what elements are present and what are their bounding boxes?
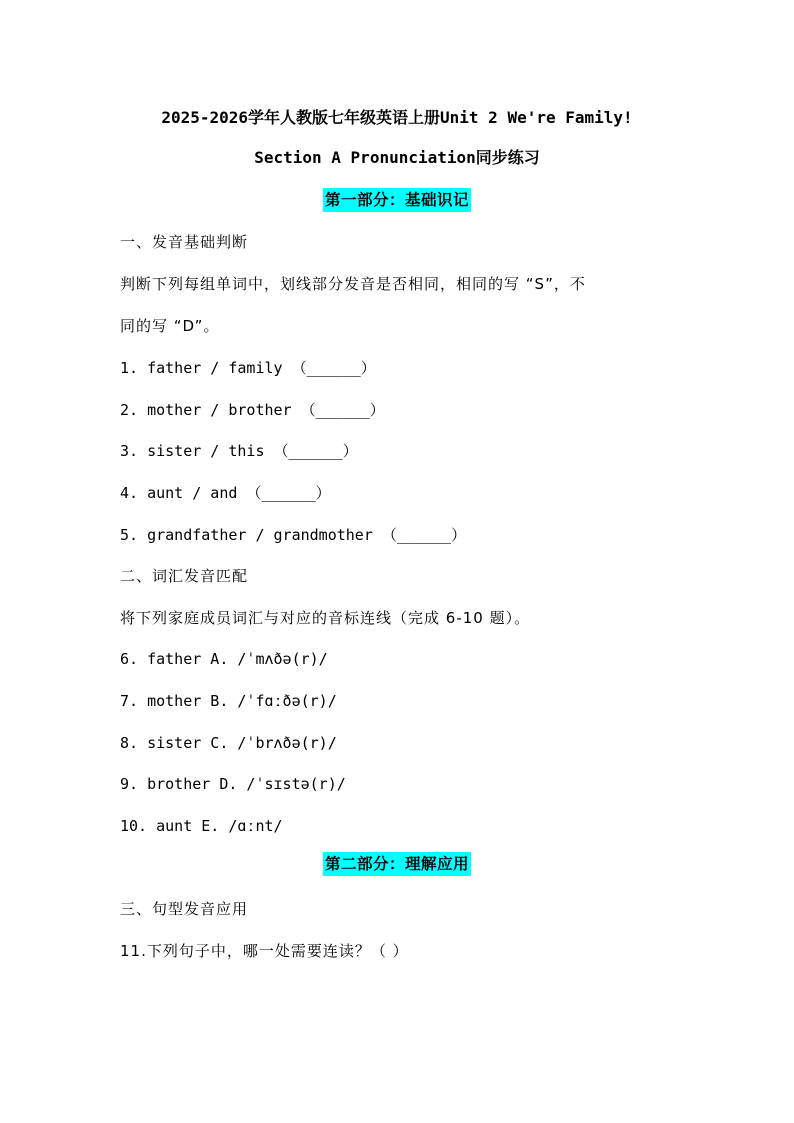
match-item-6: 6. father A. /ˈmʌðə(r)/ — [120, 650, 328, 668]
section-1-heading: 一、发音基础判断 — [120, 233, 249, 251]
document-title-line-2: Section A Pronunciation同步练习 — [254, 148, 540, 167]
section-1-instruction-line-2: 同的写 “D”。 — [120, 317, 220, 335]
section-1-instruction-line-1: 判断下列每组单词中，划线部分发音是否相同，相同的写 “S”，不 — [120, 275, 586, 293]
section-2-instruction: 将下列家庭成员词汇与对应的音标连线（完成 6-10 题）。 — [120, 609, 531, 627]
section-2-heading: 二、词汇发音匹配 — [120, 567, 249, 585]
section-3-heading: 三、句型发音应用 — [120, 900, 249, 918]
question-item-5: 5. grandfather / grandmother （______） — [120, 526, 467, 544]
question-item-2: 2. mother / brother （______） — [120, 401, 385, 419]
question-item-1: 1. father / family （______） — [120, 359, 376, 377]
match-item-8: 8. sister C. /ˈbrʌðə(r)/ — [120, 734, 337, 752]
part-2-heading: 第二部分：理解应用 — [323, 852, 471, 876]
match-item-7: 7. mother B. /ˈfɑːðə(r)/ — [120, 692, 337, 710]
question-item-3: 3. sister / this （______） — [120, 442, 358, 460]
part-2-heading-wrapper — [0, 852, 794, 876]
match-item-10: 10. aunt E. /ɑːnt/ — [120, 817, 283, 835]
part-1-heading: 第一部分：基础识记 — [323, 188, 471, 212]
part-1-heading-wrapper — [0, 188, 794, 212]
match-item-9: 9. brother D. /ˈsɪstə(r)/ — [120, 775, 346, 793]
question-item-11: 11.下列句子中，哪一处需要连读？（ ） — [120, 942, 409, 960]
document-title-line-1: 2025-2026学年人教版七年级英语上册Unit 2 We're Family! — [161, 108, 633, 127]
question-item-4: 4. aunt / and （______） — [120, 484, 331, 502]
